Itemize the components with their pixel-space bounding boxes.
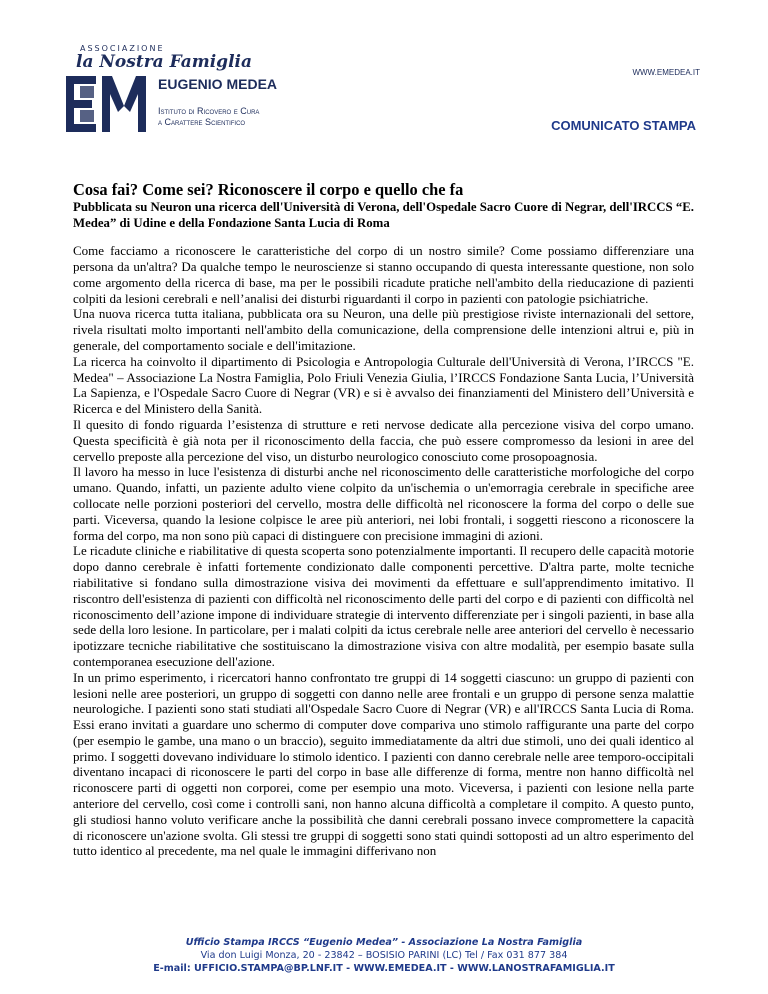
footer-office: Ufficio Stampa IRCCS “Eugenio Medea” - Associazione La Nostra Famiglia	[185, 937, 583, 948]
institute-name: EUGENIO MEDEA	[158, 76, 278, 92]
article-title: Cosa fai? Come sei? Riconoscere il corpo e quello che fa	[73, 180, 464, 199]
paragraph: Come facciamo a riconoscere le caratteristiche del corpo di un nostro simile? Come possiamo differenziare una persona da un'altra? Da qualche tempo le neuroscienze si stanno occupando di questa interessante questione, non solo come argomento della ricerca di base, ma per le possibili ricadute pratiche nell'ambito della rieducazione di pazienti colpiti da lesioni cerebrali e nell’analisi dei disturbi riguardanti il corpo in pazienti con patologie psichiatriche.	[73, 243, 694, 306]
paragraph: Le ricadute cliniche e riabilitative di questa scoperta sono potenzialmente importanti. Il recupero delle capacità motorie dopo danno cerebrale è infatti fortemente condizionato dalle componenti percettive. D'altra parte, molte tecniche riabilitative si fondano sulla dimostrazione visiva dei movimenti da effettuare e sull'apprendimento imitativo. Il riscontro dell'esistenza di pazienti con difficoltà nel riconoscimento delle parti del corpo e di pazienti con difficoltà nel riconoscimento dell’azione impone di individuare strategie di intervento differenziate per i singoli pazienti, in base alla sede della loro lesione. In particolare, per i malati colpiti da ictus cerebrale nelle aree anteriori del cervello è necessario ipotizzare tecniche riabilitative che sostituiscano la dimostrazione visiva con altre modalità, per esempio basate sulla contemporanea esecuzione dell'azione.	[73, 543, 694, 669]
article-body	[73, 243, 694, 859]
release-label: COMUNICATO STAMPA	[551, 118, 696, 133]
paragraph: La ricerca ha coinvolto il dipartimento di Psicologia e Antropologia Culturale dell'Università di Verona, l’IRCCS "E. Medea" – Associazione La Nostra Famiglia, Polo Friuli Venezia Giulia, l’IRCCS Fondazione Santa Lucia, l’Università La Sapienza, e l'Ospedale Sacro Cuore di Negrar (VR) e si è avvalso dei finanziamenti del Ministero dell’Università e Ricerca e del Ministero della Sanità.	[73, 353, 694, 417]
paragraph: Una nuova ricerca tutta italiana, pubblicata ora su Neuron, una delle più prestigiose riviste internazionali del settore, rivela risultati molto importanti nell'ambito della comunicazione, della comprensione delle intenzioni altrui e, più in generale, del comportamento sociale e dell'imitazione.	[73, 306, 694, 353]
association-label: ASSOCIAZIONE	[80, 44, 165, 53]
article-subtitle: Pubblicata su Neuron una ricerca dell'Università di Verona, dell'Ospedale Sacro Cuore di Negrar, dell'IRCCS “E. Medea” di Udine e della Fondazione Santa Lucia di Roma	[73, 200, 694, 230]
header-website[interactable]: WWW.EMEDEA.IT	[632, 68, 700, 77]
footer	[0, 936, 768, 975]
paragraph: Il quesito di fondo riguarda l’esistenza di strutture e reti nervose dedicate alla percezione visiva del corpo umano. Questa specificità è già nota per il riconoscimento della faccia, che può essere compromesso da lesioni in aree del cervello preposte alla percezione del viso, un disturbo neurologico conosciuto come prosopoagnosia.	[73, 416, 694, 464]
footer-contacts[interactable]: E-mail: UFFICIO.STAMPA@BP.LNF.IT - WWW.EMEDEA.IT - WWW.LANOSTRAFAMIGLIA.IT	[153, 963, 615, 974]
article	[73, 180, 694, 859]
em-logo-mark-icon	[66, 72, 154, 136]
paragraph: In un primo esperimento, i ricercatori hanno confrontato tre gruppi di 14 soggetti ciascuno: un gruppo di pazienti con lesioni nelle aree posteriori, un gruppo di soggetti con danno nelle aree frontali e un gruppo di persone senza malattie neurologiche. I pazienti sono stati studiati all'Ospedale Sacro Cuore di Negrar (VR) e all'IRCCS Santa Lucia di Roma. Essi erano invitati a guardare uno schermo di computer dove compariva uno stimolo raffigurante una parte del corpo (per esempio le gambe, una mano o un braccio), seguito immediatamente da altri due stimoli, uno dei quali identico al primo. I soggetti dovevano individuare lo stimolo identico. I pazienti con danno cerebrale nelle aree temporo-occipitali diventano incapaci di riconoscere le parti del corpo in base alle differenze di forma, mentre non hanno difficoltà nel riconoscere parti di oggetti non corporei, come per esempio una moto. Viceversa, i pazienti con lesione nella parte anteriore del cervello, così come i controlli sani, non hanno alcuna difficoltà a completare il compito. A questo punto, gli studiosi hanno voluto verificare anche la possibilità che danni cerebrali possano invece compromettere la capacità di riconoscere un'azione svolta. Gli stessi tre gruppi di soggetti sono stati quindi sottoposti ad un altro esperimento del tutto identico al precedente, ma nel quale le immagini differivano non	[73, 669, 694, 859]
footer-address: Via don Luigi Monza, 20 - 23842 – BOSISIO PARINI (LC) Tel / Fax 031 877 384	[200, 950, 568, 961]
association-name: la Nostra Famiglia	[76, 52, 253, 72]
paragraph: Il lavoro ha messo in luce l'esistenza di disturbi anche nel riconoscimento delle caratteristiche morfologiche del corpo umano. Quando, infatti, un paziente adulto viene colpito da un'ischemia o un'emorragia cerebrale in specifiche aree collocate nelle porzioni posteriori del cervello, mostra delle difficoltà nel riconoscere la forma del corpo o delle sue parti. Viceversa, quando la lesione colpisce le aree più anteriori, nei lobi frontali, i soggetti riescono a riconoscere la forma del corpo, ma non sono più capaci di distinguere con precisione immagini di azioni.	[73, 464, 694, 543]
institute-line-2: a Carattere Scientifico	[158, 117, 246, 127]
institute-line-1: Istituto di Ricovero e Cura	[158, 106, 260, 116]
institute-logo	[66, 36, 326, 127]
institute-description	[158, 106, 259, 128]
